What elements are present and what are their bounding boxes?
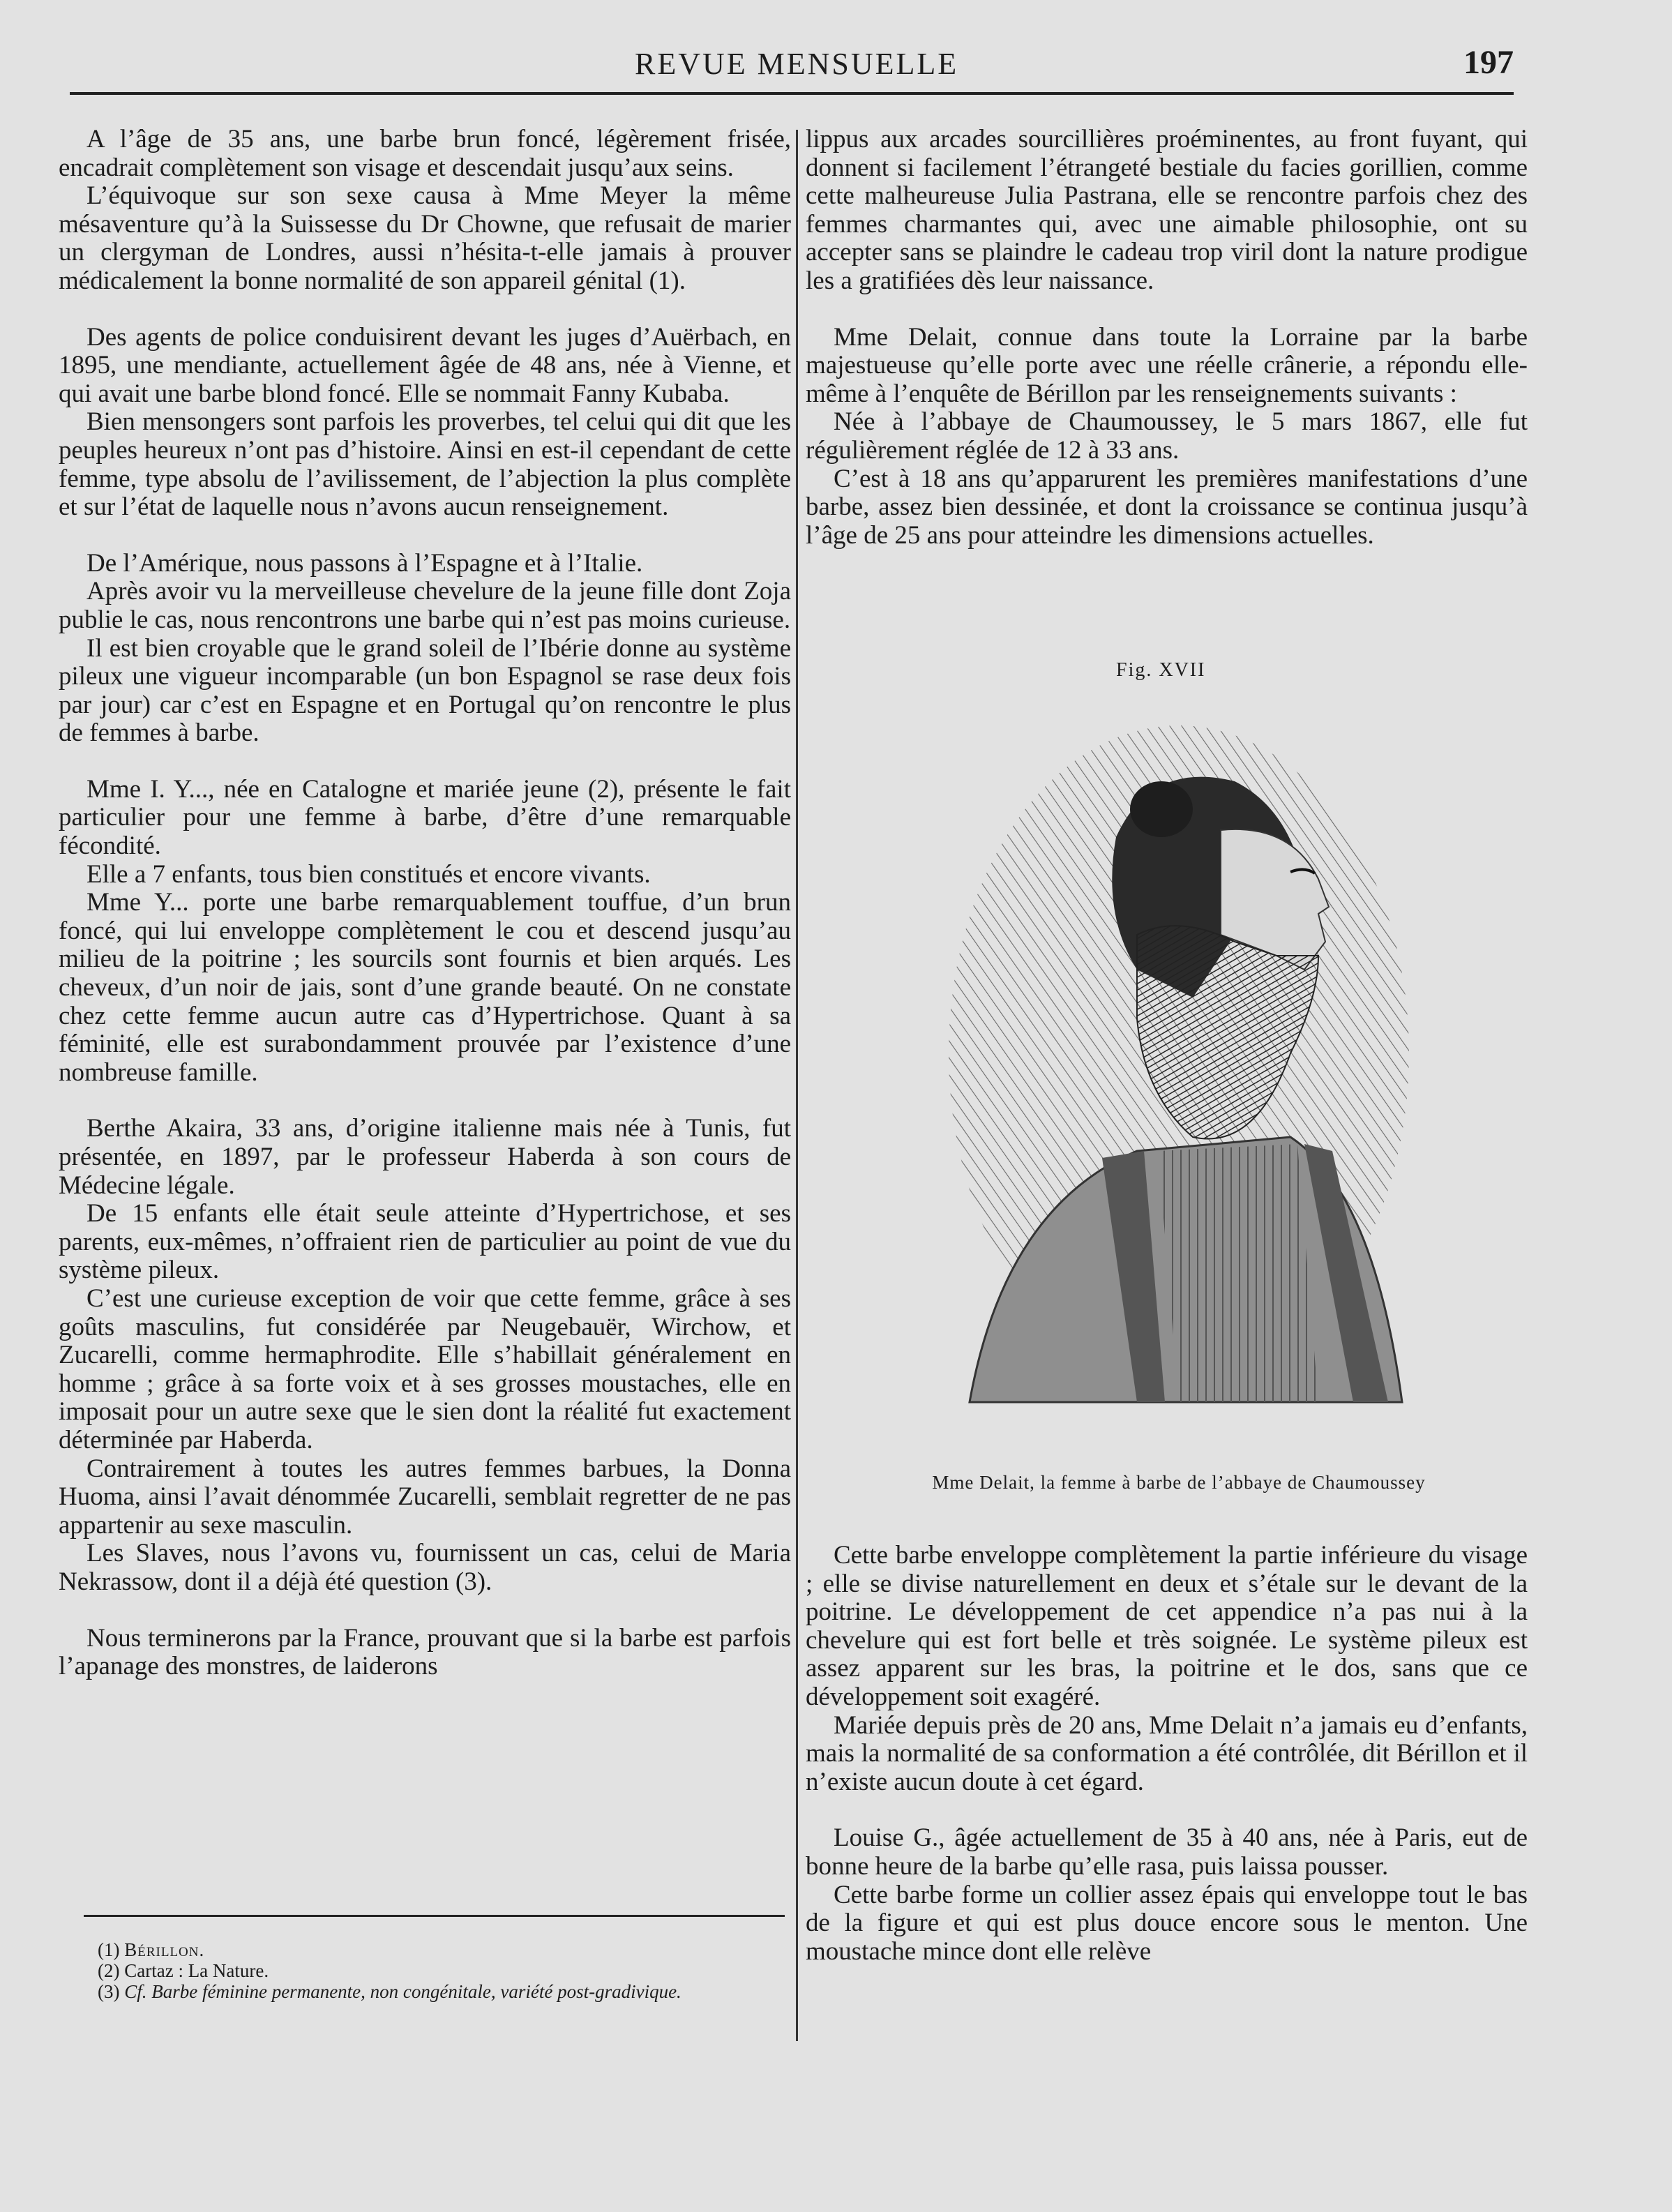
paragraph: Cette barbe enveloppe complètement la partie inférieure du visage ; elle se divise naturellement en deux et s’étale sur le devant de la poitrine. Le développement de cet appendice n’a pas nui à la chevelure qui est fort belle et très soignée. Le système pileux est assez apparent sur les bras, la poitrine et le dos, sans que ce développement soit exagéré. — [806, 1541, 1528, 1711]
column-divider — [796, 130, 798, 2041]
paragraph: Les Slaves, nous l’avons vu, fournissent un cas, celui de Maria Nekrassow, dont il a déjà été question (3). — [59, 1539, 791, 1596]
paragraph: Contrairement à toutes les autres femmes barbues, la Donna Huoma, ainsi l’avait dénommée Zucarelli, semblait regretter de ne pas appartenir au sexe masculin. — [59, 1454, 791, 1540]
portrait-engraving — [928, 705, 1416, 1430]
paragraph: Mme Delait, connue dans toute la Lorraine par la barbe majestueuse qu’elle porte avec une réelle crânerie, a répondu elle-même à l’enquête de Bérillon par les renseignements suivants : — [806, 322, 1528, 408]
footnote-text: Cartaz : La Nature. — [124, 1960, 269, 1981]
footnote-3 — [98, 1981, 788, 2002]
footnote-rule — [84, 1915, 785, 1917]
paragraph: Berthe Akaira, 33 ans, d’origine italienne mais née à Tunis, fut présentée, en 1897, par le professeur Haberda à son cours de Médecine légale. — [59, 1114, 791, 1200]
figure-caption: Mme Delait, la femme à barbe de l’abbaye de Chaumoussey — [932, 1472, 1426, 1493]
page-number: 197 — [1463, 44, 1514, 81]
paragraph: C’est une curieuse exception de voir que cette femme, grâce à ses goûts masculins, fut considérée par Neugebauër, Wirchow, et Zucarelli, comme hermaphrodite. Elle s’habillait généralement en homme ; grâce à sa forte voix et à ses grosses moustaches, elle en imposait pour un autre sexe que le sien dont la réalité fut exactement déterminée par Haberda. — [59, 1284, 791, 1454]
paragraph: Née à l’abbaye de Chaumoussey, le 5 mars 1867, elle fut régulièrement réglée de 12 à 33 ans. — [806, 407, 1528, 465]
running-title: REVUE MENSUELLE — [635, 47, 959, 81]
paragraph: Mariée depuis près de 20 ans, Mme Delait n’a jamais eu d’enfants, mais la normalité de sa conformation a été contrôlée, dit Bérillon et il n’existe aucun doute à cet égard. — [806, 1710, 1528, 1796]
paragraph: Mme I. Y..., née en Catalogne et mariée jeune (2), présente le fait particulier pour une femme à barbe, d’être d’une remarquable fécondité. — [59, 774, 791, 861]
paragraph: De 15 enfants elle était seule atteinte d’Hypertrichose, et ses parents, eux-mêmes, n’offraient rien de particulier au point de vue du système pileux. — [59, 1199, 791, 1285]
figure-label: Fig. XVII — [1116, 659, 1206, 681]
footnote-number: (1) — [98, 1939, 120, 1960]
footnotes — [98, 1939, 788, 2002]
shirt — [1158, 1144, 1318, 1402]
paragraph: Mme Y... porte une barbe remarquablement touffue, d’un brun foncé, qui lui enveloppe complètement le cou et descend jusqu’au milieu de la poitrine ; les sourcils sont fournis et bien arqués. Les cheveux, d’un noir de jais, sont d’une grande beauté. On ne constate chez cette femme aucun autre cas d’Hypertrichose. Quant à sa féminité, elle est surabondamment prouvée par l’existence d’une nombreuse famille. — [59, 888, 791, 1087]
hair-bun — [1130, 781, 1193, 837]
paragraph: Cette barbe forme un collier assez épais qui enveloppe tout le bas de la figure et qui est plus douce encore sous le menton. Une moustache mince dont elle relève — [806, 1880, 1528, 1966]
footnote-text: Bérillon. — [124, 1939, 205, 1960]
header-rule — [70, 92, 1514, 95]
paragraph: Nous terminerons par la France, prouvant que si la barbe est parfois l’apanage des monstres, de laiderons — [59, 1623, 791, 1681]
footnote-1 — [98, 1939, 788, 1960]
paragraph: Louise G., âgée actuellement de 35 à 40 ans, née à Paris, eut de bonne heure de la barbe qu’elle rasa, puis laissa pousser. — [806, 1823, 1528, 1881]
left-column — [59, 126, 791, 1681]
page-header — [70, 40, 1514, 96]
paragraph: Il est bien croyable que le grand soleil de l’Ibérie donne au système pileux une vigueur incomparable (un bon Espagnol se rase deux fois par jour) car c’est en Espagne et en Portugal qu’on rencontre le plus de femmes à barbe. — [59, 633, 791, 748]
paragraph: Bien mensongers sont parfois les proverbes, tel celui qui dit que les peuples heureux n’ont pas d’histoire. Ainsi en est-il cependant de cette femme, type absolu de l’avilissement, de l’abjection la plus complète et sur l’état de laquelle nous n’avons aucun renseignement. — [59, 407, 791, 522]
footnote-2 — [98, 1960, 788, 1981]
footnote-text: Cf. Barbe féminine permanente, non congénitale, variété post-gradivique. — [124, 1981, 681, 2002]
paragraph: C’est à 18 ans qu’apparurent les premières manifestations d’une barbe, assez bien dessinée, et dont la croissance se continua jusqu’à l’âge de 25 ans pour atteindre les dimensions actuelles. — [806, 464, 1528, 550]
right-column-top — [806, 126, 1528, 550]
footnote-number: (3) — [98, 1981, 120, 2002]
footnote-number: (2) — [98, 1960, 120, 1981]
paragraph: De l’Amérique, nous passons à l’Espagne et à l’Italie. — [86, 548, 643, 578]
paragraph: L’équivoque sur son sexe causa à Mme Meyer la même mésaventure qu’à la Suissesse du Dr Chowne, que refusait de marier un clergyman de Londres, aussi n’hésita-t-elle jamais à prouver médicalement la bonne normalité de son appareil génital (1). — [59, 181, 791, 295]
right-column-bottom — [806, 1542, 1528, 1966]
paragraph: A l’âge de 35 ans, une barbe brun foncé, légèrement frisée, encadrait complètement son visage et descendait jusqu’aux seins. — [59, 125, 791, 182]
paragraph: lippus aux arcades sourcillières proéminentes, au front fuyant, qui donnent si facilement l’étrangeté bestiale du facies gorillien, comme cette malheureuse Julia Pastrana, elle se rencontre parfois chez des femmes charmantes qui, avec une aimable philosophie, ont su accepter sans se plaindre le cadeau trop viril dont la nature prodigue les a gratifiées dès leur naissance. — [806, 125, 1528, 295]
paragraph: Elle a 7 enfants, tous bien constitués et encore vivants. — [86, 859, 651, 889]
paragraph: Des agents de police conduisirent devant les juges d’Auërbach, en 1895, une mendiante, actuellement âgée de 48 ans, née à Vienne, et qui avait une barbe blond foncé. Elle se nommait Fanny Kubaba. — [59, 322, 791, 408]
paragraph: Après avoir vu la merveilleuse chevelure de la jeune fille dont Zoja publie le cas, nous rencontrons une barbe qui n’est pas moins curieuse. — [59, 577, 791, 634]
